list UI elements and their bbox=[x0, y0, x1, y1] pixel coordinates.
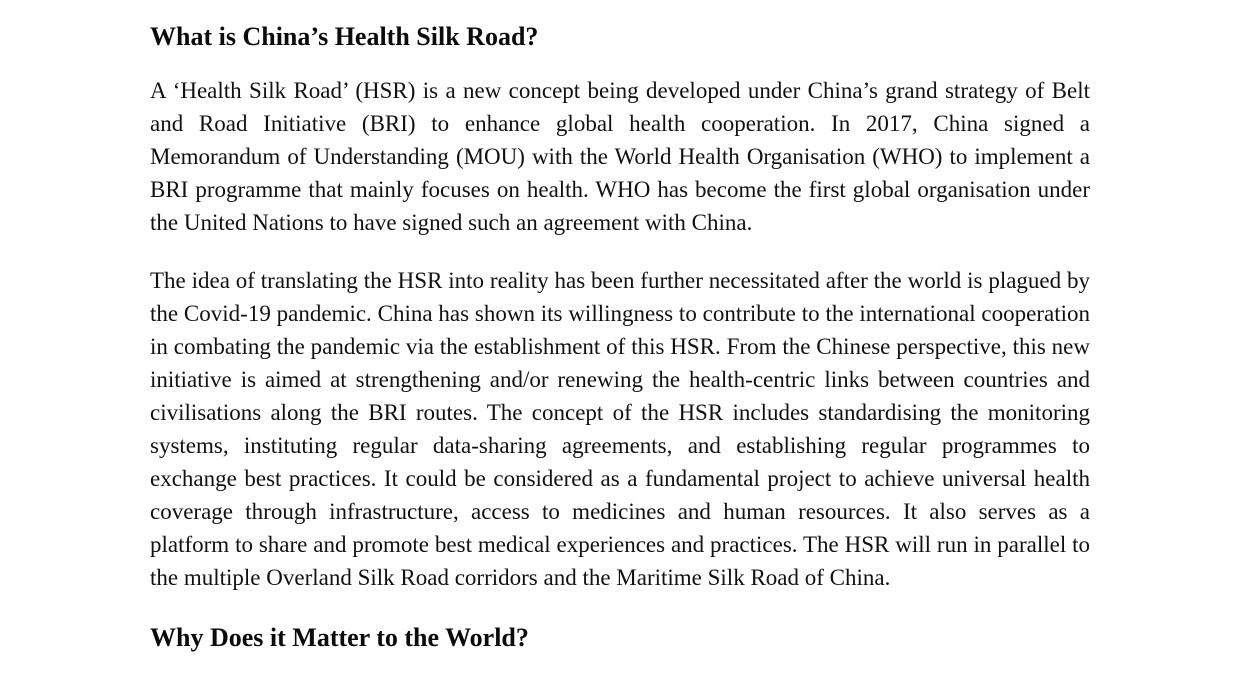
section-heading-health-silk-road: What is China’s Health Silk Road? bbox=[150, 22, 539, 51]
document-content bbox=[150, 18, 1090, 657]
section-heading-why-it-matters: Why Does it Matter to the World? bbox=[150, 623, 529, 652]
paragraph-hsr-covid-context: The idea of translating the HSR into reality has been further necessitated after the world is plagued by the Covid-19 pandemic. China has shown its willingness to contribute to the international cooperation in combating the pandemic via the establishment of this HSR. From the Chinese perspective, this new initiative is aimed at strengthening and/or renewing the health-centric links between countries and civilisations along the BRI routes. The concept of the HSR includes standardising the monitoring systems, instituting regular data-sharing agreements, and establishing regular programmes to exchange best practices. It could be considered as a fundamental project to achieve universal health coverage through infrastructure, access to medicines and human resources. It also serves as a platform to share and promote best medical experiences and practices. The HSR will run in parallel to the multiple Overland Silk Road corridors and the Maritime Silk Road of China. bbox=[150, 268, 1090, 590]
paragraph-hsr-introduction: A ‘Health Silk Road’ (HSR) is a new concept being developed under China’s grand strategy of Belt and Road Initiative (BRI) to enhance global health cooperation. In 2017, China signed a Memorandum of Understanding (MOU) with the World Health Organisation (WHO) to implement a BRI programme that mainly focuses on health. WHO has become the first global organisation under the United Nations to have signed such an agreement with China. bbox=[150, 78, 1090, 235]
